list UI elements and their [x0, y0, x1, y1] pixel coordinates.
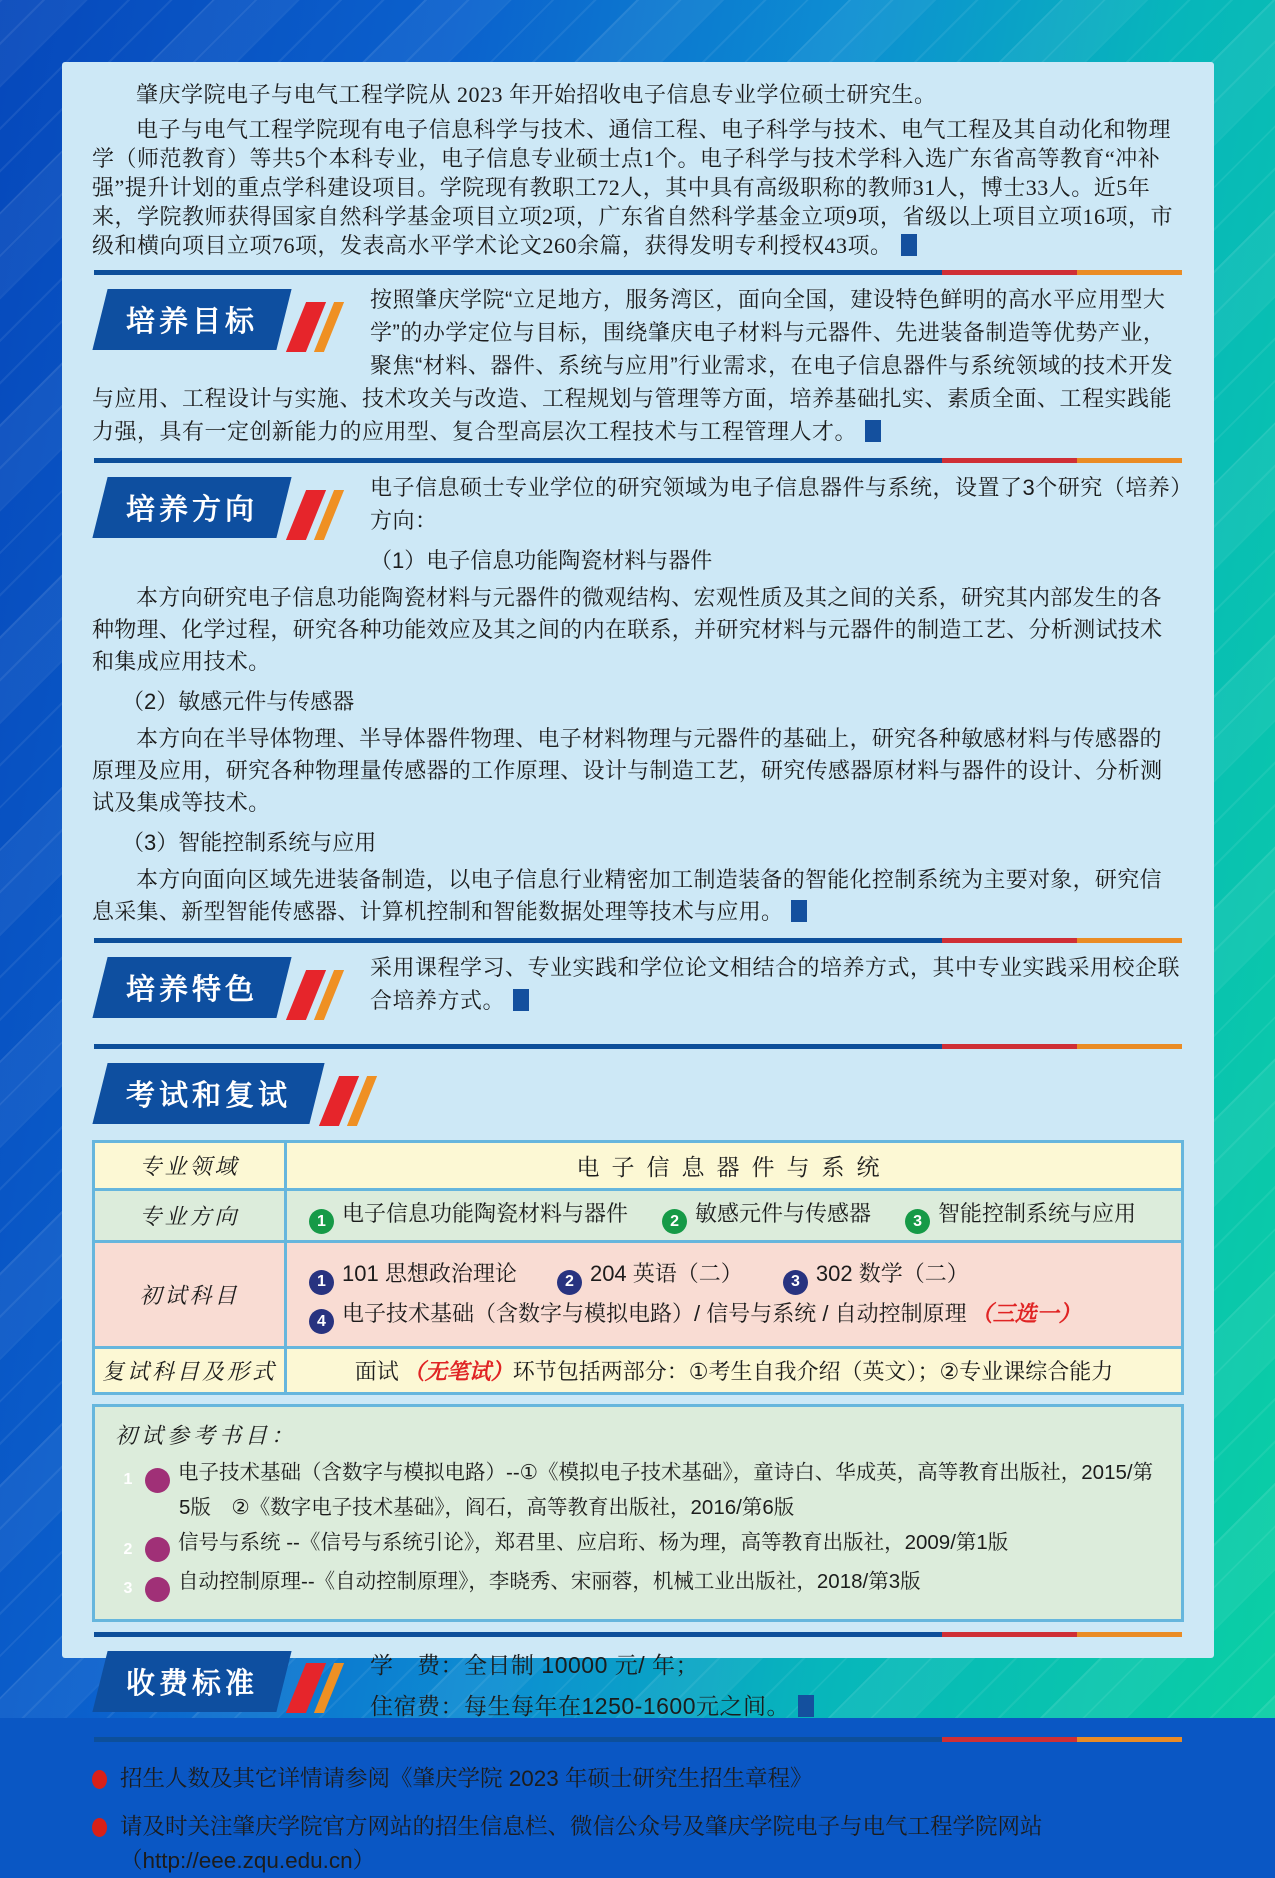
divider-blue-segment — [94, 938, 942, 943]
section-divider — [94, 458, 1182, 463]
divider-red-segment — [942, 938, 1077, 943]
circled-number-icon: 2 — [662, 1209, 687, 1234]
circled-number-icon: 3 — [783, 1270, 808, 1295]
direction-badge-label: 培养方向 — [126, 494, 259, 526]
initial-subject-3 — [783, 1261, 969, 1291]
direction-item-3-text: 本方向面向区域先进装备制造，以电子信息行业精密加工制造装备的智能化控制系统为主要对象，研究信息采集、新型智能传感器、计算机控制和智能数据处理等技术与应用。 — [92, 867, 1162, 924]
intro-text-1: 肇庆学院电子与电气工程学院从 2023 年开始招收电子信息专业学位硕士研究生。 — [136, 82, 937, 107]
direction-option-3-text: 智能控制系统与应用 — [938, 1200, 1137, 1226]
exam-badge — [100, 1063, 367, 1126]
intro-paragraph-2 — [92, 115, 1184, 260]
divider-blue-segment — [94, 458, 942, 463]
circled-number-icon: 1 — [309, 1270, 334, 1295]
circled-number-icon: 1 — [309, 1209, 334, 1234]
direction-item-1-body: 本方向研究电子信息功能陶瓷材料与元器件的微观结构、宏观性质及其之间的关系，研究其内部发生的各种物理、化学过程，研究各种功能效应及其之间的内在联系，并研究材料与元器件的制造工艺、分析测试技术和集成应用技术。 — [92, 585, 1163, 674]
section-end-marker — [865, 420, 881, 442]
intro-text-2: 电子与电气工程学院现有电子信息科学与技术、通信工程、电子科学与技术、电气工程及其自动化和物理学（师范教育）等共5个本科专业，电子信息专业硕士点1个。电子科学与技术学科入选广东省高等教育“冲补强”提升计划的重点学科建设项目。学院现有教职工72人，其中具有高级职称的教师31人，博士33人。近5年来，学院教师获得国家自然科学基金项目立项2项，广东省自然科学基金立项9项，省级以上项目立项16项，市级和横向项目立项76项，发表高水平学术论文260余篇，获得发明专利授权43项。 — [92, 117, 1174, 258]
no-written-test-note: （无笔试） — [402, 1359, 513, 1385]
direction-item-2-body: 本方向在半导体物理、半导体器件物理、电子材料物理与元器件的基础上，研究各种敏感材料与传感器的原理及应用，研究各种物理量传感器的工作原理、设计与制造工艺，研究传感器原材料与器件的设计、分析测试及集成等技术。 — [92, 726, 1163, 815]
direction-item-1-heading: （1）电子信息功能陶瓷材料与器件 — [370, 548, 713, 573]
section-feature — [92, 951, 1184, 1017]
section-exam — [92, 1057, 1184, 1622]
initial-subject-3-text: 302 数学（二） — [815, 1261, 969, 1287]
reference-books-block — [92, 1404, 1184, 1622]
note-enrollment-text: 招生人数及其它详情请参阅《肇庆学院 2023 年硕士研究生招生章程》 — [120, 1766, 813, 1792]
feature-badge-shape — [92, 957, 291, 1018]
accommodation-text: 住宿费：每生每年在1250-1600元之间。 — [370, 1692, 791, 1719]
section-divider — [94, 938, 1182, 943]
divider-orange-segment — [1077, 270, 1182, 275]
goal-body-text: 按照肇庆学院“立足地方，服务湾区，面向全国，建设特色鲜明的高水平应用型大学”的办学定位与目标，围绕肇庆电子材料与元器件、先进装备制造等优势产业，聚焦“材料、器件、系统与应用”行业需求，在电子信息器件与系统领域的技术开发与应用、工程设计与实施、技术攻关与改造、工程规划与管理等方面，培养基础扎实、素质全面、工程实践能力强，具有一定创新能力的应用型、复合型高层次工程技术与工程管理人才。 — [92, 287, 1174, 444]
initial-exam-cell — [287, 1243, 1181, 1346]
reference-book-1 — [123, 1458, 1161, 1523]
direction-badge-shape — [92, 477, 291, 538]
content-panel — [62, 62, 1214, 1874]
note-website — [92, 1810, 1184, 1878]
section-end-marker — [798, 1695, 814, 1717]
choose-one-note: （三选一） — [970, 1300, 1081, 1326]
red-bullet-icon — [92, 1818, 107, 1837]
divider-red-segment — [942, 1044, 1077, 1049]
feature-badge-label: 培养特色 — [126, 974, 259, 1006]
tuition-line: 学 费：全日制 10000 元/ 年； — [370, 1651, 700, 1678]
exam-table — [92, 1140, 1184, 1396]
circled-number-icon: 2 — [145, 1537, 170, 1562]
retest-pre: 面试 — [354, 1359, 399, 1385]
divider-orange-segment — [1077, 458, 1182, 463]
table-row-retest — [95, 1346, 1181, 1392]
direction-option-2-text: 敏感元件与传感器 — [695, 1200, 872, 1226]
direction-option-3 — [905, 1197, 1136, 1235]
reference-book-2-text: 信号与系统 --《信号与系统引论》，郑君里、应启珩、杨为理，高等教育出版社，2009/第1版 — [178, 1530, 1009, 1554]
field-value-cell — [287, 1143, 1181, 1188]
divider-blue-segment — [94, 1632, 942, 1637]
fee-badge-shape — [92, 1651, 291, 1712]
section-divider — [94, 1632, 1182, 1637]
footnotes — [92, 1762, 1184, 1878]
goal-badge — [100, 289, 334, 352]
direction-item-3-body — [92, 864, 1184, 928]
direction-value-cell — [287, 1191, 1181, 1241]
divider-red-segment — [942, 1632, 1077, 1637]
intro-paragraph-1 — [92, 80, 1184, 109]
direction-badge — [100, 477, 334, 540]
retest-label: 复试科目及形式 — [95, 1349, 287, 1392]
red-bullet-icon — [92, 1770, 107, 1789]
divider-blue-segment — [94, 270, 942, 275]
note-website-body — [120, 1810, 1043, 1878]
circled-number-icon: 3 — [145, 1577, 170, 1602]
divider-blue-segment — [94, 1737, 942, 1742]
initial-exam-line-2 — [309, 1295, 1081, 1335]
exam-badge-shape — [92, 1063, 324, 1124]
divider-red-segment — [942, 1737, 1077, 1742]
circled-number-icon: 2 — [557, 1270, 582, 1295]
feature-body-text: 采用课程学习、专业实践和学位论文相结合的培养方式，其中专业实践采用校企联合培养方式。 — [370, 955, 1181, 1013]
initial-subject-1-text: 101 思想政治理论 — [342, 1261, 517, 1287]
divider-orange-segment — [1077, 1632, 1182, 1637]
retest-post: 环节包括两部分：①考生自我介绍（英文）；②专业课综合能力 — [512, 1359, 1114, 1385]
fee-badge-label: 收费标准 — [126, 1667, 259, 1700]
divider-blue-segment — [94, 1044, 942, 1049]
table-row-initial-exam — [95, 1240, 1181, 1346]
direction-label: 专业方向 — [95, 1191, 287, 1241]
reference-book-3-text: 自动控制原理--《自动控制原理》，李晓秀、宋丽蓉，机械工业出版社，2018/第3版 — [178, 1570, 921, 1594]
section-end-marker — [791, 900, 807, 922]
direction-option-2 — [662, 1197, 871, 1235]
direction-option-1 — [309, 1197, 628, 1235]
section-divider — [94, 270, 1182, 275]
divider-orange-segment — [1077, 1044, 1182, 1049]
initial-exam-label: 初试科目 — [95, 1243, 287, 1346]
exam-badge-label: 考试和复试 — [126, 1079, 292, 1112]
circled-number-icon: 4 — [309, 1309, 334, 1334]
direction-lead: 电子信息硕士专业学位的研究领域为电子信息器件与系统，设置了3个研究（培养）方向： — [370, 475, 1182, 533]
table-row-direction — [95, 1188, 1181, 1241]
reference-book-3 — [123, 1567, 1161, 1602]
divider-orange-segment — [1077, 938, 1182, 943]
direction-item-2-heading: （2）敏感元件与传感器 — [122, 689, 355, 714]
field-label: 专业领域 — [95, 1143, 287, 1188]
initial-subject-1 — [309, 1261, 517, 1291]
reference-book-2 — [123, 1528, 1161, 1563]
section-fee — [92, 1645, 1184, 1727]
goal-badge-shape — [92, 289, 291, 350]
initial-subject-2 — [557, 1261, 743, 1291]
direction-item-3-heading: （3）智能控制系统与应用 — [122, 830, 377, 855]
section-divider — [94, 1737, 1182, 1742]
website-url: （http://eee.zqu.edu.cn） — [120, 1848, 376, 1874]
initial-subject-4-text: 电子技术基础（含数字与模拟电路）/ 信号与系统 / 自动控制原理 — [342, 1300, 967, 1326]
note-enrollment-body — [120, 1762, 813, 1796]
reference-book-1-text: 电子技术基础（含数字与模拟电路）--①《模拟电子技术基础》，童诗白、华成英，高等教育出版社，2015/第5版 ②《数字电子技术基础》，阎石，高等教育出版社，2016/第6版 — [178, 1461, 1154, 1519]
divider-red-segment — [942, 270, 1077, 275]
field-value: 电子信息器件与系统 — [576, 1153, 892, 1180]
divider-red-segment — [942, 458, 1077, 463]
table-row-field — [95, 1143, 1181, 1188]
retest-value — [355, 1355, 1113, 1386]
section-goal — [92, 283, 1184, 448]
circled-number-icon: 1 — [145, 1468, 170, 1493]
reference-books-heading: 初试参考书目： — [115, 1423, 298, 1449]
circled-number-icon: 3 — [905, 1209, 930, 1234]
note-enrollment — [92, 1762, 1184, 1796]
section-end-marker — [901, 234, 917, 256]
retest-value-cell — [287, 1349, 1181, 1392]
section-divider — [94, 1044, 1182, 1049]
section-direction — [92, 471, 1184, 928]
initial-subject-2-text: 204 英语（二） — [589, 1261, 743, 1287]
initial-exam-line-1 — [309, 1255, 1081, 1295]
direction-option-1-text: 电子信息功能陶瓷材料与器件 — [342, 1200, 629, 1226]
note-website-text: 请及时关注肇庆学院官方网站的招生信息栏、微信公众号及肇庆学院电子与电气工程学院网站 — [120, 1814, 1043, 1840]
section-end-marker — [513, 989, 529, 1011]
divider-orange-segment — [1077, 1737, 1182, 1742]
initial-exam-lines — [309, 1249, 1081, 1340]
feature-badge — [100, 957, 334, 1020]
fee-badge — [100, 1651, 334, 1714]
goal-badge-label: 培养目标 — [126, 306, 259, 338]
